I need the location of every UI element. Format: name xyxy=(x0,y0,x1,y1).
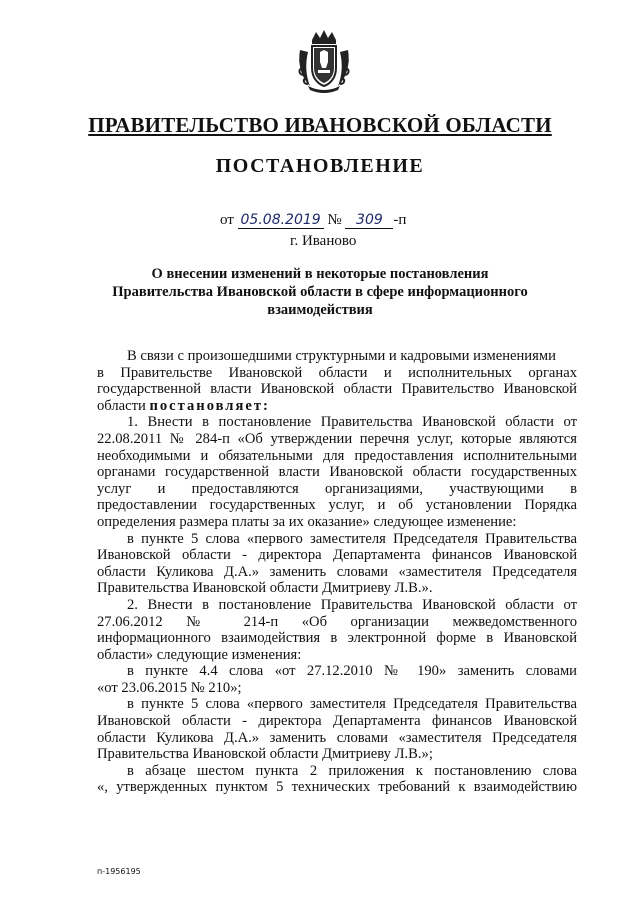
body-line: в Правительстве Ивановской области и исполнительных органах xyxy=(97,364,577,381)
body-line: Правительства Ивановской области Дмитриеву Л.В.»; xyxy=(97,746,433,763)
number-sign: № xyxy=(327,212,342,228)
body-line: определения размера платы за их оказание» следующее изменение: xyxy=(97,513,517,530)
body-line: 2. Внести в постановление Правительства Ивановской области от xyxy=(127,596,577,613)
footer-code: п-1956195 xyxy=(97,867,141,876)
date-number-line xyxy=(220,212,406,229)
body-line: в пункте 4.4 слова «от 27.12.2010 № 190» заменить словами xyxy=(127,663,577,680)
body-line: органами государственной власти Ивановской области государственных xyxy=(97,464,577,481)
city: г. Иваново xyxy=(290,233,357,249)
body-line: государственной власти Ивановской области Правительство Ивановской xyxy=(97,381,577,398)
body-line-with-decree xyxy=(97,398,577,415)
body-line: В связи с произошедшими структурными и кадровыми изменениями xyxy=(127,348,556,364)
subject-line: О внесении изменений в некоторые постановления xyxy=(151,266,489,282)
body-line: Ивановской области - директора Департамента финансов Ивановской xyxy=(97,713,577,730)
body-line: в пункте 5 слова «первого заместителя Председателя Правительства xyxy=(127,530,577,547)
body-line: Правительства Ивановской области Дмитриеву Л.В.». xyxy=(97,580,433,597)
body-line: 1. Внести в постановление Правительства Ивановской области от xyxy=(127,414,577,431)
body-text: области xyxy=(97,397,146,414)
body-line: Ивановской области - директора Департамента финансов Ивановской xyxy=(97,547,577,564)
document-type: ПОСТАНОВЛЕНИЕ xyxy=(215,155,425,177)
body-line: области Куликова Д.А.» заменить словами «заместителя Председателя xyxy=(97,563,577,580)
document-subject xyxy=(110,265,530,319)
body-line: «от 23.06.2015 № 210»; xyxy=(97,679,242,696)
body-line: в абзаце шестом пункта 2 приложения к постановлению слова xyxy=(127,762,577,779)
decree-word: постановляет: xyxy=(149,397,270,414)
body-line: «, утвержденных пунктом 5 технических требований к взаимодействию xyxy=(97,779,577,796)
body-line: в пункте 5 слова «первого заместителя Председателя Правительства xyxy=(127,696,577,713)
body-line: предоставлении государственных услуг, и об установлении Порядка xyxy=(97,497,577,514)
subject-line: Правительства Ивановской области в сфере информационного xyxy=(112,284,528,300)
body-line: области» следующие изменения: xyxy=(97,646,302,663)
date-prefix: от xyxy=(220,212,234,228)
document-body xyxy=(97,348,577,796)
body-line: 27.06.2012 № 214-п «Об организации межведомственного xyxy=(97,613,577,630)
body-line: необходимыми и обязательными для предоставления исполнительными xyxy=(97,447,577,464)
document-date: 05.08.2019 xyxy=(238,212,324,229)
coat-of-arms-icon xyxy=(296,28,352,94)
body-line: услуг и предоставляются организациями, участвующими в xyxy=(97,480,577,497)
body-line: информационного взаимодействия в электронной форме в Ивановской xyxy=(97,630,577,647)
organization-title: ПРАВИТЕЛЬСТВО ИВАНОВСКОЙ ОБЛАСТИ xyxy=(88,113,552,137)
body-line: области Куликова Д.А.» заменить словами «заместителя Председателя xyxy=(97,729,577,746)
body-line: 22.08.2011 № 284-п «Об утверждении перечня услуг, которые являются xyxy=(97,430,577,447)
subject-line: взаимодействия xyxy=(267,302,373,318)
document-number: 309 xyxy=(345,212,393,229)
number-suffix: -п xyxy=(393,212,407,228)
